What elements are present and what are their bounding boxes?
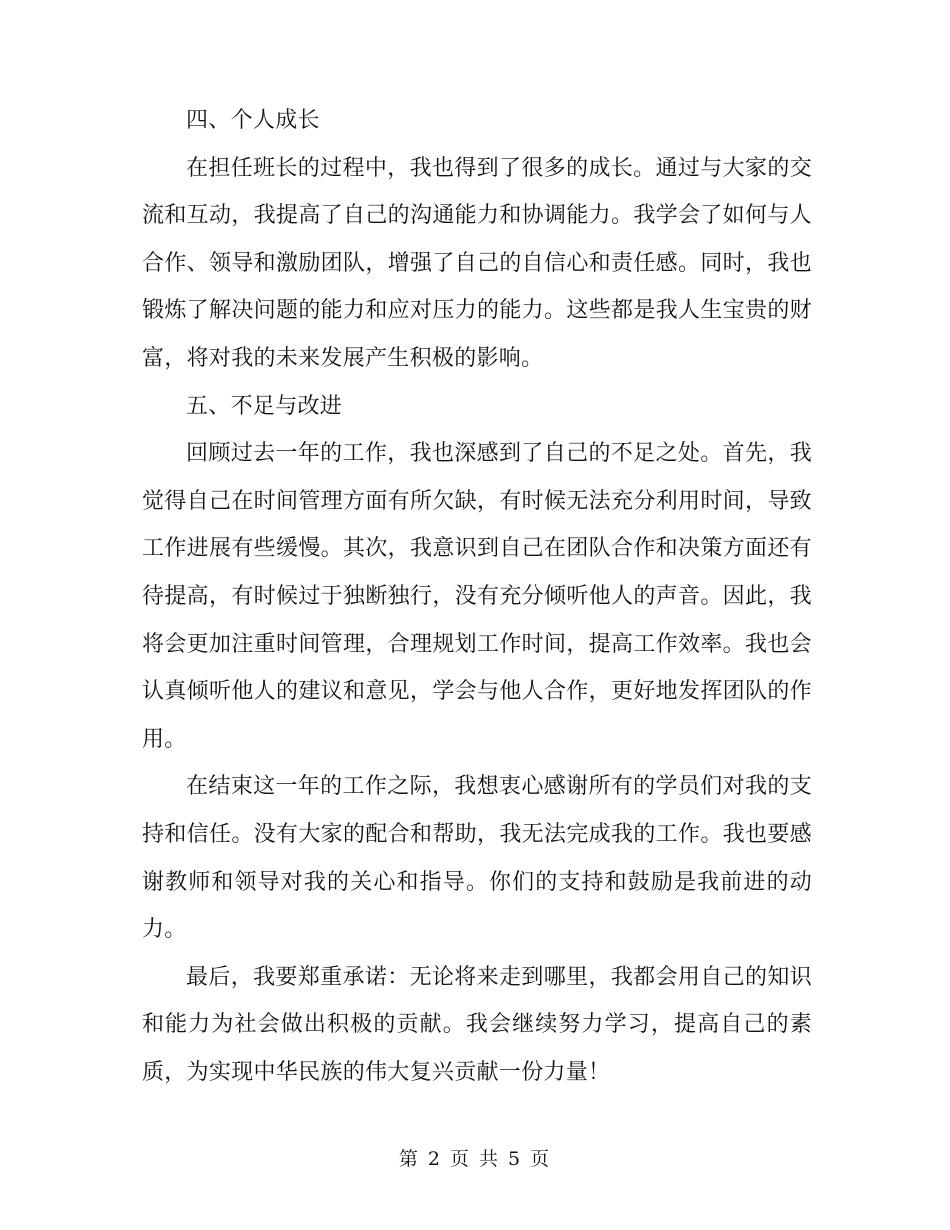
paragraph-shortcomings: 回顾过去一年的工作，我也深感到了自己的不足之处。首先，我觉得自己在时间管理方面有所欠缺，有时候无法充分利用时间，导致工作进展有些缓慢。其次，我意识到自己在团队合作和决策方面还有待提高，有时候过于独断独行，没有充分倾听他人的声音。因此，我将会更加注重时间管理，合理规划工作时间，提高工作效率。我也会认真倾听他人的建议和意见，学会与他人合作，更好地发挥团队的作用。 (142, 441, 812, 752)
document-body (142, 97, 812, 1096)
section-heading-shortcomings: 五、不足与改进 (186, 393, 343, 419)
paragraph-commitment: 最后，我要郑重承诺：无论将来走到哪里，我都会用自己的知识和能力为社会做出积极的贡献。我会继续努力学习，提高自己的素质，为实现中华民族的伟大复兴贡献一份力量！ (142, 964, 812, 1085)
page-number-footer: 第 2 页 共 5 页 (398, 1148, 552, 1170)
paragraph-thanks: 在结束这一年的工作之际，我想衷心感谢所有的学员们对我的支持和信任。没有大家的配合和帮助，我无法完成我的工作。我也要感谢教师和领导对我的关心和指导。你们的支持和鼓励是我前进的动力。 (142, 774, 812, 943)
paragraph-personal-growth: 在担任班长的过程中，我也得到了很多的成长。通过与大家的交流和互动，我提高了自己的沟通能力和协调能力。我学会了如何与人合作、领导和激励团队，增强了自己的自信心和责任感。同时，我也锻炼了解决问题的能力和应对压力的能力。这些都是我人生宝贵的财富，将对我的未来发展产生积极的影响。 (142, 155, 812, 371)
section-heading-personal-growth: 四、个人成长 (186, 108, 320, 133)
